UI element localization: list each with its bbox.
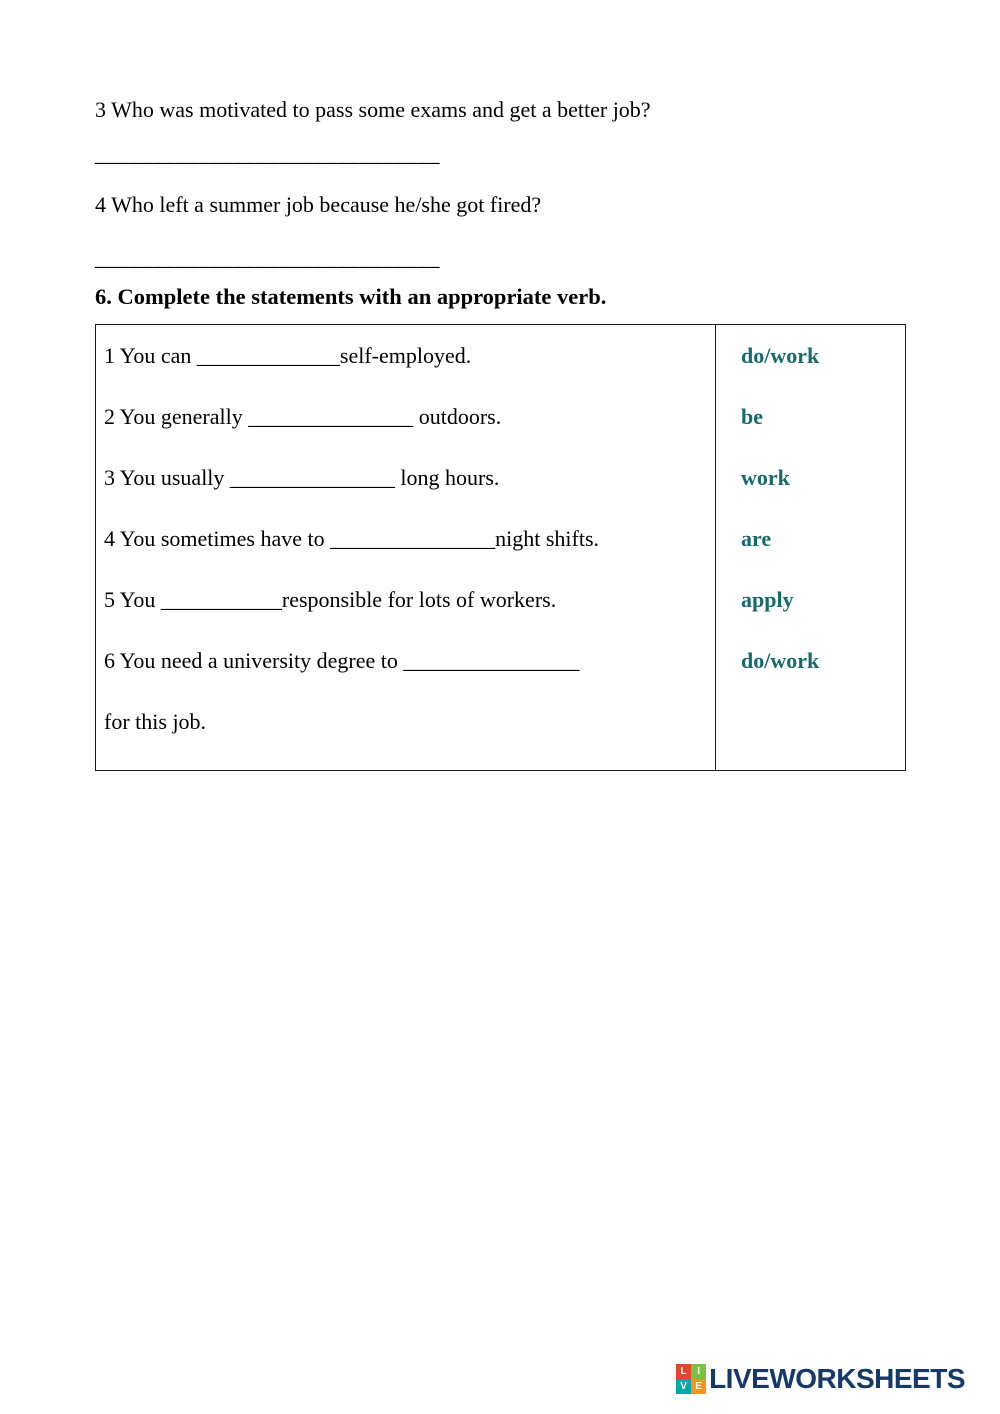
answer-option-5: apply	[741, 587, 794, 612]
logo-letter-v: V	[676, 1379, 691, 1394]
answer-option-3: work	[741, 465, 790, 490]
liveworksheets-brand-text: LIVEWORKSHEETS	[709, 1363, 965, 1394]
question-4-answer-blank[interactable]: ______________________________	[95, 245, 440, 270]
logo-letter-l: L	[676, 1364, 691, 1379]
statement-6-continuation: for this job.	[104, 709, 207, 734]
statement-1[interactable]: 1 You can _____________self-employed.	[104, 343, 472, 368]
answer-option-6: do/work	[741, 648, 820, 673]
statement-6[interactable]: 6 You need a university degree to ________________	[104, 648, 580, 673]
exercise-6-heading: 6. Complete the statements with an appropriate verb.	[95, 284, 607, 309]
logo-letter-e: E	[691, 1379, 706, 1394]
question-3-text: 3 Who was motivated to pass some exams and get a better job?	[95, 97, 651, 122]
statement-4[interactable]: 4 You sometimes have to _______________night shifts.	[104, 526, 600, 551]
statement-5[interactable]: 5 You ___________responsible for lots of workers.	[104, 587, 557, 612]
question-3-answer-blank[interactable]: ______________________________	[95, 141, 440, 166]
exercise-table	[95, 324, 906, 771]
answer-option-2: be	[741, 404, 763, 429]
logo-letter-i: I	[691, 1364, 706, 1379]
statements-column	[96, 325, 716, 770]
statement-2[interactable]: 2 You generally _______________ outdoors.	[104, 404, 502, 429]
answer-option-4: are	[741, 526, 772, 551]
liveworksheets-footer	[676, 1363, 965, 1395]
question-4-text: 4 Who left a summer job because he/she got fired?	[95, 192, 542, 217]
answer-option-1: do/work	[741, 343, 820, 368]
answers-column	[716, 325, 905, 770]
liveworksheets-logo-icon	[676, 1364, 706, 1394]
statement-3[interactable]: 3 You usually _______________ long hours.	[104, 465, 500, 490]
